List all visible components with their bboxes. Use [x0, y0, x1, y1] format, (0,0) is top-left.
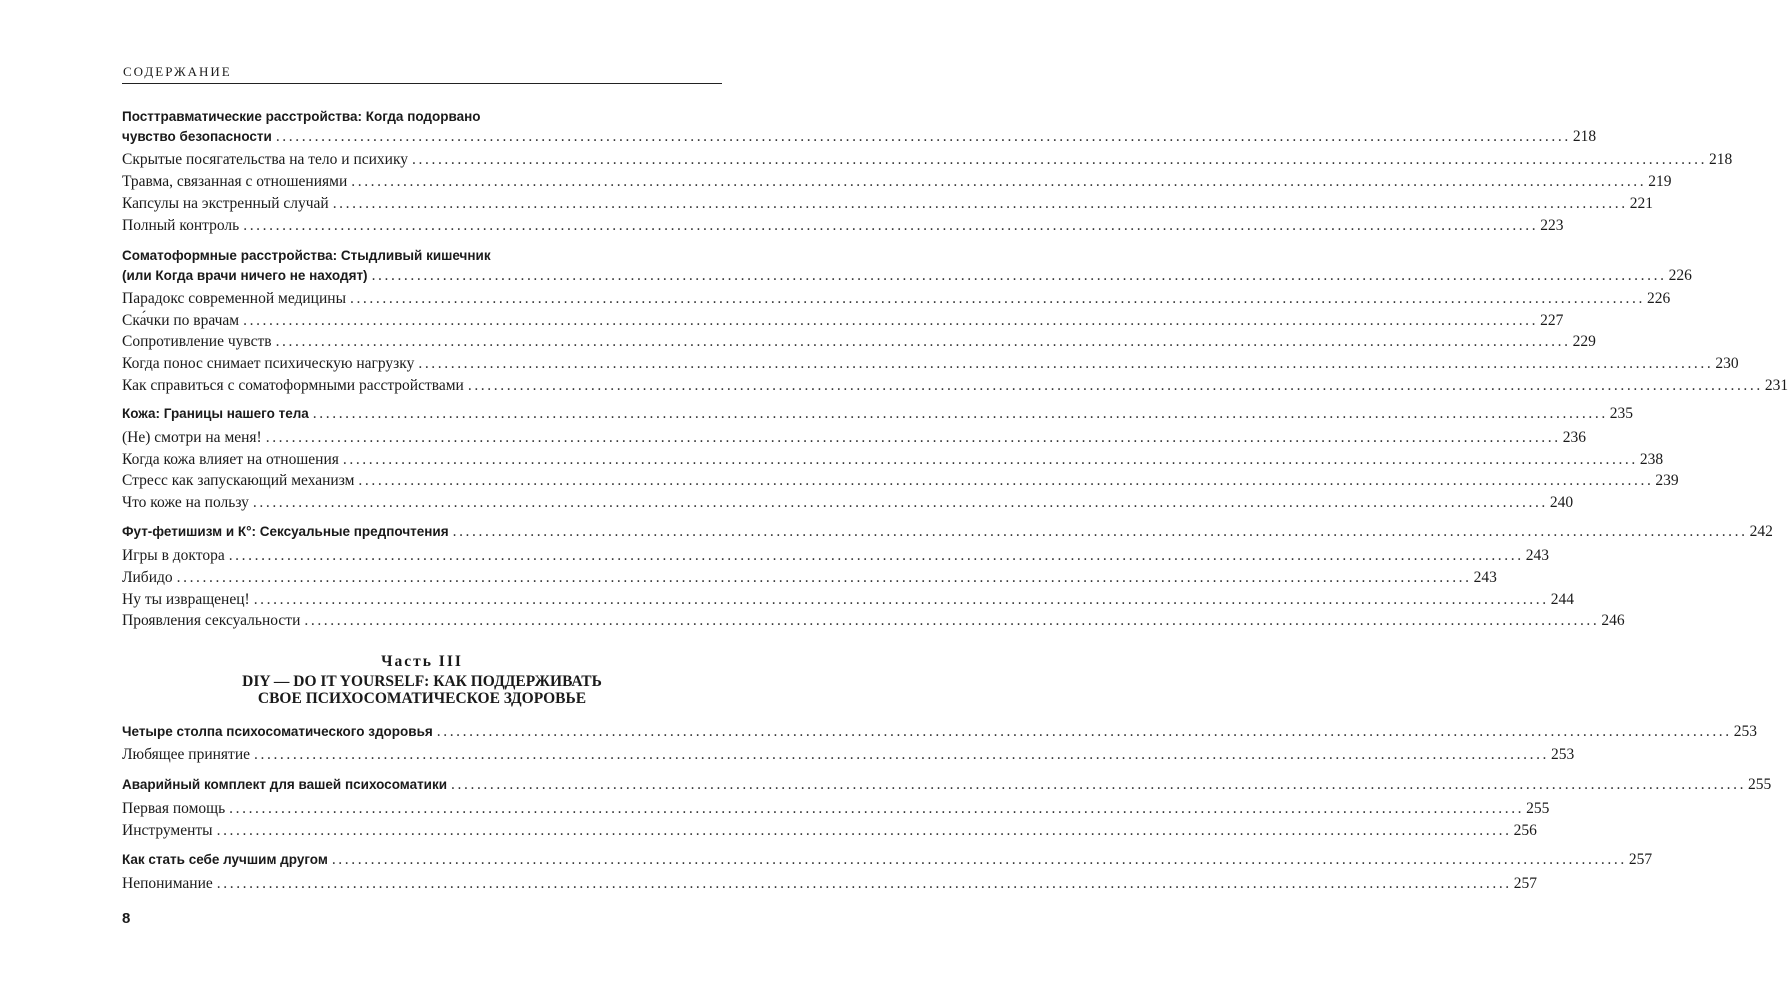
toc-page-number: 257	[1628, 851, 1653, 868]
toc-entry-title: (Не) смотри на меня!	[122, 429, 262, 446]
part-title: СВОЕ ПСИХОСОМАТИЧЕСКОЕ ЗДОРОВЬЕ	[257, 690, 587, 707]
toc-entry[interactable]	[122, 377, 1788, 397]
toc-page-number: 230	[1715, 355, 1739, 372]
toc-entry[interactable]	[122, 822, 1537, 842]
leader-dots: ........................................................................................................................................................................................................	[332, 195, 1628, 212]
toc-page-number: 246	[1601, 612, 1625, 629]
toc-page-number: 219	[1648, 173, 1672, 190]
toc-entry[interactable]	[122, 173, 1672, 193]
toc-heading-line: Посттравматические расстройства: Когда подорвано	[122, 109, 481, 124]
toc-page-number: 235	[1609, 405, 1634, 422]
running-head: СОДЕРЖАНИЕ	[123, 64, 232, 79]
toc-entry-title: Непонимание	[122, 875, 213, 892]
toc-entry[interactable]	[122, 312, 1564, 332]
header-rule	[122, 83, 722, 84]
toc-page-number: 240	[1549, 494, 1574, 511]
toc-entry[interactable]	[122, 151, 1733, 171]
leader-dots: ........................................................................................................................................................................................................	[252, 494, 1548, 511]
toc-entry[interactable]	[122, 333, 1596, 353]
toc-entry-title: Проявления сексуальности	[122, 612, 301, 629]
toc-page-number: 218	[1572, 128, 1597, 145]
leader-dots: ........................................................................................................................................................................................................	[342, 451, 1638, 468]
leader-dots: ........................................................................................................................................................................................................	[216, 875, 1512, 892]
toc-entry-title: Парадокс современной медицины	[122, 290, 346, 307]
leader-dots: ........................................................................................................................................................................................................	[358, 472, 1654, 489]
toc-entry-title: Любящее принятие	[122, 746, 251, 763]
toc-entry-title: Первая помощь	[122, 800, 226, 817]
toc-entry-title: Как справиться с соматоформными расстройствами	[122, 377, 464, 394]
toc-page-number: 253	[1551, 746, 1575, 763]
toc-entry[interactable]	[122, 195, 1653, 215]
toc-entry-title: Ска́чки по врачам	[122, 312, 240, 329]
toc-entry[interactable]	[122, 547, 1549, 567]
toc-entry-title: Полный контроль	[122, 217, 240, 234]
toc-entry[interactable]	[122, 746, 1575, 766]
toc-entry[interactable]	[122, 494, 1574, 514]
toc-page-number: 221	[1629, 195, 1653, 212]
toc-heading[interactable]	[122, 523, 1773, 543]
toc-entry[interactable]	[122, 217, 1564, 237]
leader-dots: ........................................................................................................................................................................................................	[452, 523, 1748, 540]
toc-entry-title: Либидо	[122, 569, 173, 586]
toc-page-number: 243	[1525, 547, 1549, 564]
toc-page-number: 253	[1733, 723, 1757, 740]
toc-entry[interactable]	[122, 569, 1497, 589]
leader-dots: ........................................................................................................................................................................................................	[243, 217, 1539, 234]
toc-page-number: 236	[1562, 429, 1586, 446]
toc-entry[interactable]	[122, 355, 1739, 375]
leader-dots: ........................................................................................................................................................................................................	[436, 723, 1732, 740]
toc-entry-title: Сопротивление чувств	[122, 333, 272, 350]
toc-page-number: 226	[1646, 290, 1671, 307]
toc-heading-line: Соматоформные расстройства: Стыдливый кишечник	[122, 248, 491, 263]
leader-dots: ........................................................................................................................................................................................................	[229, 800, 1525, 817]
toc-heading-title: Аварийный комплект для вашей психосоматики	[122, 777, 448, 792]
part-label: Часть III	[381, 653, 463, 670]
toc-entry-title: Скрытые посягательства на тело и психику	[122, 151, 409, 168]
leader-dots: ........................................................................................................................................................................................................	[467, 377, 1763, 394]
toc-page-number: 239	[1655, 472, 1679, 489]
leader-dots: ........................................................................................................................................................................................................	[253, 591, 1549, 608]
toc-page-number: 257	[1513, 875, 1538, 892]
leader-dots: ........................................................................................................................................................................................................	[304, 612, 1600, 629]
leader-dots: ........................................................................................................................................................................................................	[275, 333, 1571, 350]
toc-entry[interactable]	[122, 290, 1671, 310]
toc-entry[interactable]	[122, 451, 1664, 471]
toc-entry-title: Когда кожа влияет на отношения	[122, 451, 339, 468]
toc-page-number: 255	[1526, 800, 1550, 817]
leader-dots: ........................................................................................................................................................................................................	[371, 267, 1667, 284]
toc-entry-title: Стресс как запускающий механизм	[122, 472, 355, 489]
toc-heading-title: Фут-фетишизм и К°: Сексуальные предпочтения	[122, 524, 449, 539]
leader-dots: ........................................................................................................................................................................................................	[176, 569, 1472, 586]
toc-heading[interactable]	[122, 267, 1692, 287]
leader-dots: ........................................................................................................................................................................................................	[349, 290, 1645, 307]
toc-page-number: 223	[1540, 217, 1564, 234]
toc-page-number: 238	[1639, 451, 1664, 468]
toc-page-number: 256	[1513, 822, 1537, 839]
leader-dots: ........................................................................................................................................................................................................	[312, 405, 1608, 422]
toc-entry[interactable]	[122, 429, 1586, 449]
toc-entry-title: Инструменты	[122, 822, 213, 839]
toc-entry[interactable]	[122, 800, 1550, 820]
leader-dots: ........................................................................................................................................................................................................	[216, 822, 1512, 839]
toc-entry-title: Когда понос снимает психическую нагрузку	[122, 355, 415, 372]
toc-entry[interactable]	[122, 875, 1538, 895]
leader-dots: ........................................................................................................................................................................................................	[243, 312, 1539, 329]
toc-heading[interactable]	[122, 723, 1757, 743]
toc-page-number: 255	[1748, 776, 1772, 793]
page-number: 8	[122, 910, 131, 927]
toc-entry-title: Ну ты извращенец!	[122, 591, 250, 608]
leader-dots: ........................................................................................................................................................................................................	[451, 776, 1747, 793]
leader-dots: ........................................................................................................................................................................................................	[331, 851, 1627, 868]
toc-page-number: 229	[1572, 333, 1596, 350]
toc-page-number: 227	[1540, 312, 1564, 329]
toc-page-number: 218	[1709, 151, 1733, 168]
toc-heading[interactable]	[122, 776, 1772, 796]
toc-heading-title: Кожа: Границы нашего тела	[122, 406, 309, 421]
leader-dots: ........................................................................................................................................................................................................	[228, 547, 1524, 564]
toc-heading[interactable]	[122, 405, 1634, 425]
toc-entry-title: Игры в доктора	[122, 547, 225, 564]
part-title: DIY — DO IT YOURSELF: КАК ПОДДЕРЖИВАТЬ	[242, 673, 602, 690]
toc-heading-title: Четыре столпа психосоматического здоровья	[122, 724, 433, 739]
toc-page-number: 244	[1550, 591, 1574, 608]
toc-heading-title: (или Когда врачи ничего не находят)	[122, 268, 368, 283]
toc-page-number: 231	[1764, 377, 1788, 394]
toc-heading-title: чувство безопасности	[122, 129, 272, 144]
toc-page-number: 243	[1473, 569, 1497, 586]
toc-entry-title: Что коже на пользу	[122, 494, 249, 511]
toc-page-number: 226	[1668, 267, 1692, 284]
leader-dots: ........................................................................................................................................................................................................	[351, 173, 1647, 190]
toc-heading[interactable]	[122, 851, 1653, 871]
leader-dots: ........................................................................................................................................................................................................	[275, 128, 1571, 145]
toc-entry-title: Капсулы на экстренный случай	[122, 195, 329, 212]
leader-dots: ........................................................................................................................................................................................................	[418, 355, 1714, 372]
toc-entry-title: Травма, связанная с отношениями	[122, 173, 348, 190]
toc-page-number: 242	[1749, 523, 1773, 540]
leader-dots: ........................................................................................................................................................................................................	[265, 429, 1561, 446]
toc-entry[interactable]	[122, 591, 1574, 611]
leader-dots: ........................................................................................................................................................................................................	[254, 746, 1550, 763]
leader-dots: ........................................................................................................................................................................................................	[412, 151, 1708, 168]
toc-heading-title: Как стать себе лучшим другом	[122, 852, 328, 867]
toc-entry[interactable]	[122, 612, 1625, 632]
toc-entry[interactable]	[122, 472, 1679, 492]
toc-heading[interactable]	[122, 128, 1597, 148]
